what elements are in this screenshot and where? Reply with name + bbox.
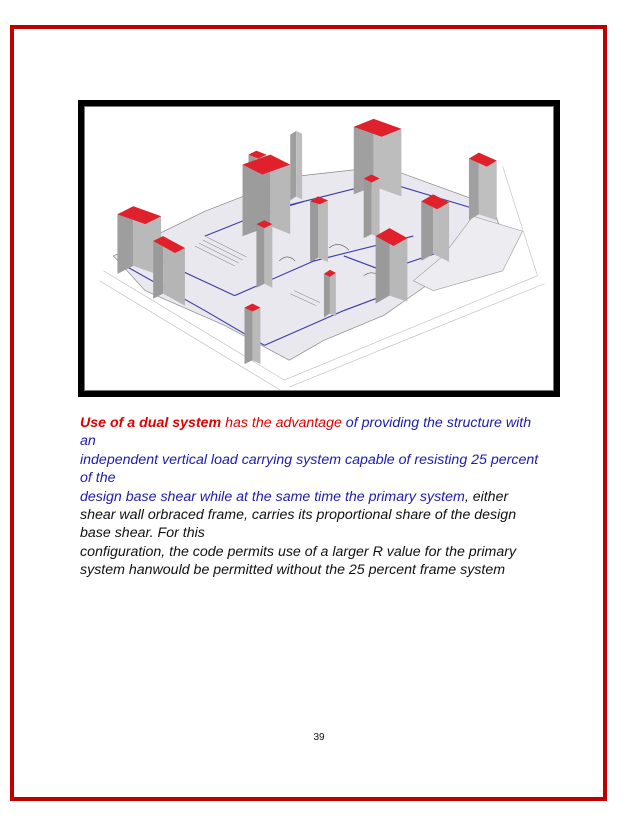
paragraph-line-7: base shear. For this bbox=[80, 525, 205, 542]
phrase-providing: of providing the structure with bbox=[341, 415, 532, 431]
phrase-design-base-shear: design base shear while at the same time the primary system bbox=[80, 488, 465, 505]
figure-frame bbox=[78, 100, 560, 397]
paragraph-line-6: shear wall orbraced frame, carries its proportional share of the design bbox=[80, 507, 517, 524]
paragraph-line-2: an bbox=[80, 433, 96, 450]
phrase-advantage: has the advantage bbox=[221, 415, 342, 431]
paragraph-line-8: configuration, the code permits use of a larger R value for the primary bbox=[80, 543, 517, 560]
page-number: 39 bbox=[313, 732, 325, 743]
body-paragraph bbox=[80, 414, 570, 580]
dual-system-3d-model bbox=[85, 107, 553, 390]
term-dual-system: Use of a dual system bbox=[80, 415, 222, 431]
paragraph-line-4: of the bbox=[80, 470, 116, 487]
phrase-either: , either bbox=[464, 488, 509, 505]
paragraph-line-5 bbox=[80, 488, 570, 506]
paragraph-line-1 bbox=[80, 414, 570, 432]
paragraph-line-3: independent vertical load carrying system capable of resisting 25 percent bbox=[80, 451, 539, 468]
structural-model-figure bbox=[84, 106, 554, 391]
paragraph-line-9: system hanwould be permitted without the 25 percent frame system bbox=[80, 562, 506, 579]
